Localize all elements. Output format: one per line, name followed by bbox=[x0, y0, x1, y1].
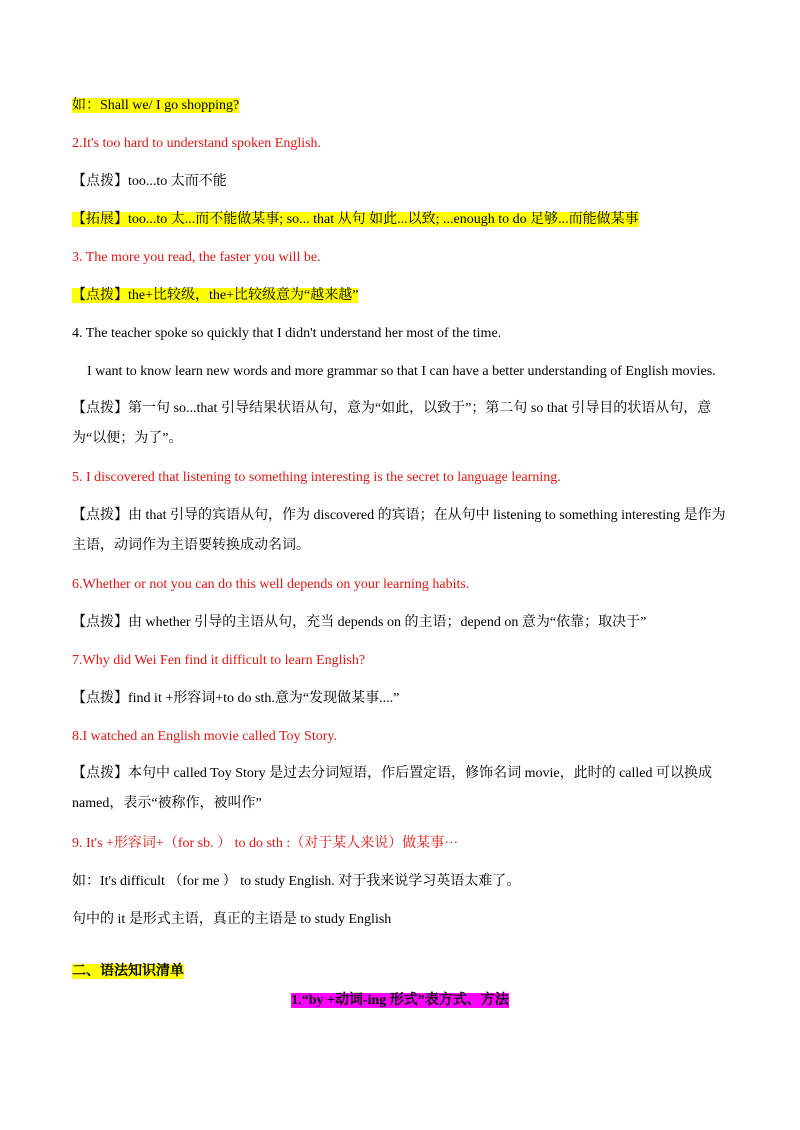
extension-line bbox=[72, 209, 639, 231]
tip-5: 【点拨】由 that 引导的宾语从句，作为 discovered 的宾语；在从句中 listening to something interesting 是作为主语，动词作为主语要转换成动名词。 bbox=[72, 508, 726, 553]
tip-4: 【点拨】第一句 so...that 引导结果状语从句，意为“如此，以致于”；第二句 so that 引导目的状语从句，意为“以便；为了”。 bbox=[72, 401, 712, 446]
tip-8: 【点拨】本句中 called Toy Story 是过去分词短语，作后置定语，修饰名词 movie，此时的 called 可以换成 named，表示“被称作，被叫作” bbox=[72, 766, 712, 811]
section-title-line bbox=[72, 961, 184, 983]
example-9: 如：It's difficult （for me ） to study English. 对于我来说学习英语太难了。 bbox=[72, 874, 521, 889]
sentence-2: 2.It's too hard to understand spoken English. bbox=[72, 136, 322, 151]
explanation-9: 句中的 it 是形式主语，真正的主语是 to study English bbox=[72, 912, 392, 927]
example-line bbox=[72, 95, 239, 117]
sentence-6: 6.Whether or not you can do this well depends on your learning habits. bbox=[72, 577, 470, 592]
sentence-9: 9. It's +形容词+（for sb. ） to do sth :（对于某人来说）做某事··· bbox=[72, 836, 459, 851]
example-shall-we: 如：Shall we/ I go shopping? bbox=[72, 98, 240, 113]
extension-text: 【拓展】too...to 太...而不能做某事; so... that 从句 如此...以致; ...enough to do 足够...而能做某事 bbox=[72, 212, 639, 227]
tip-6: 【点拨】由 whether 引导的主语从句，充当 depends on 的主语；depend on 意为“依靠；取决于” bbox=[72, 615, 647, 630]
tip-7: 【点拨】find it +形容词+to do sth.意为“发现做某事....” bbox=[72, 691, 400, 706]
sentence-8: 8.I watched an English movie called Toy Story. bbox=[72, 729, 337, 744]
sentence-3: 3. The more you read, the faster you will be. bbox=[72, 250, 321, 265]
tip-3-line bbox=[72, 285, 358, 307]
sentence-7: 7.Why did Wei Fen find it difficult to learn English? bbox=[72, 653, 366, 668]
subsection-title-line bbox=[0, 990, 800, 1012]
sentence-4b: I want to know learn new words and more grammar so that I can have a better understanding of English movies. bbox=[87, 364, 716, 379]
subsection-title: 1.“by +动词-ing 形式”表方式、方法 bbox=[291, 993, 509, 1008]
sentence-4a: 4. The teacher spoke so quickly that I didn't understand her most of the time. bbox=[72, 326, 502, 341]
section-title: 二、语法知识清单 bbox=[72, 964, 184, 979]
tip-2: 【点拨】too...to 太而不能 bbox=[72, 174, 227, 189]
sentence-5: 5. I discovered that listening to something interesting is the secret to language learning. bbox=[72, 470, 561, 485]
tip-3: 【点拨】the+比较级，the+比较级意为“越来越” bbox=[72, 288, 359, 303]
